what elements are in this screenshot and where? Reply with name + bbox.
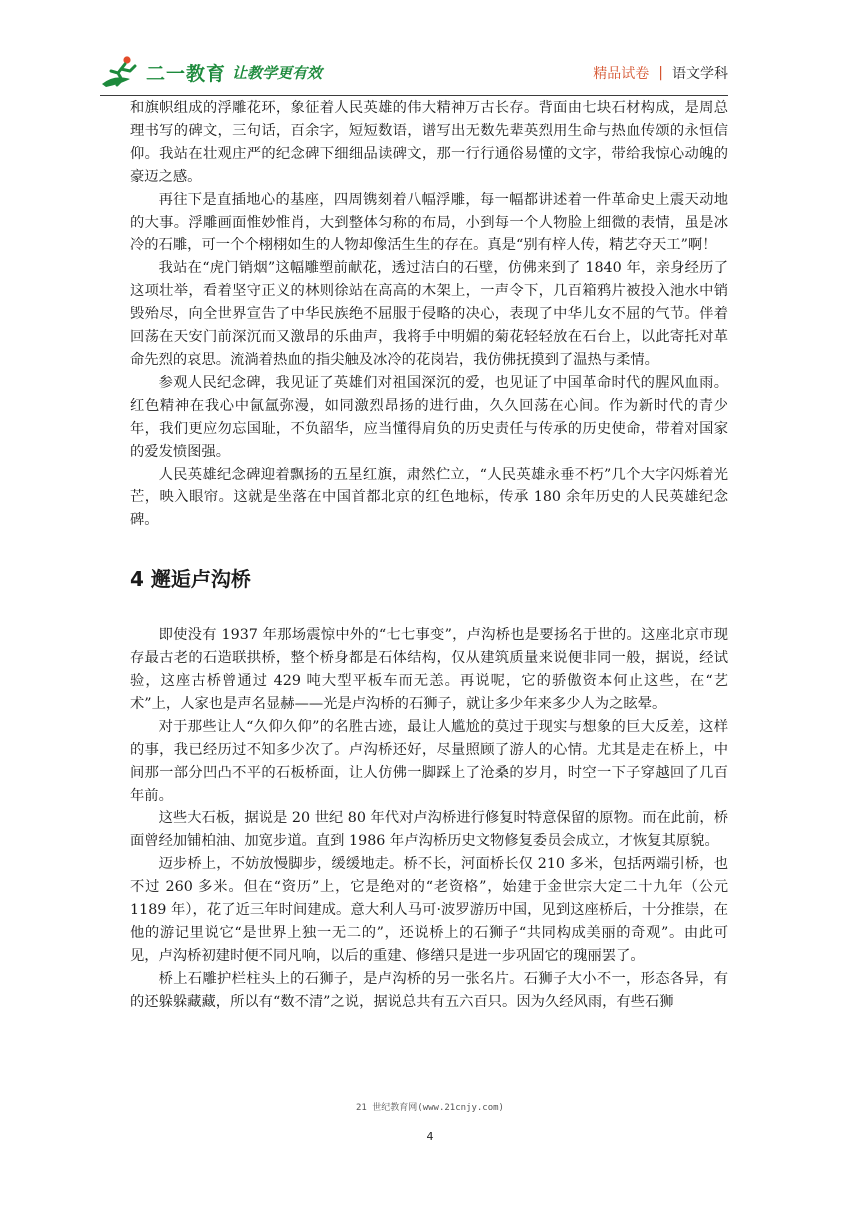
paragraph: 参观人民纪念碑，我见证了英雄们对祖国深沉的爱，也见证了中国革命时代的腥风血雨。红色精神在我心中氤氲弥漫，如同激烈昂扬的进行曲，久久回荡在心间。作为新时代的青少年，我们更应勿忘国耻，不负韶华，应当懂得肩负的历史责任与传承的历史使命，带着对国家的爱发愤图强。 — [130, 374, 728, 460]
paragraph: 和旗帜组成的浮雕花环，象征着人民英雄的伟大精神万古长存。背面由七块石材构成，是周总理书写的碑文，三句话，百余字，短短数语，谱写出无数先辈英烈用生命与热血传颂的永恒信仰。我站在壮观庄严的纪念碑下细细品读碑文，那一行行通俗易懂的文字，带给我惊心动魄的豪迈之感。 — [130, 100, 728, 185]
logo-slogan: 让教学更有效 — [232, 63, 323, 82]
paragraph: 这些大石板，据说是 20 世纪 80 年代对卢沟桥进行修复时特意保留的原物。而在此前，桥面曾经加铺柏油、加宽步道。直到 1986 年卢沟桥历史文物修复委员会成立，才恢复其原貌。 — [130, 810, 728, 850]
paragraph: 人民英雄纪念碑迎着飘扬的五星红旗，肃然伫立，“人民英雄永垂不朽”几个大字闪烁着光芒，映入眼帘。这就是坐落在中国首都北京的红色地标，传承 180 余年历史的人民英雄纪念碑。 — [130, 466, 728, 529]
article-body — [130, 97, 728, 1014]
page-number: 4 — [426, 1130, 434, 1143]
paragraph: 我站在“虎门销烟”这幅雕塑前献花，透过洁白的石壁，仿佛来到了 1840 年，亲身经历了这项壮举，看着坚守正义的林则徐站在高高的木架上，一声令下，几百箱鸦片被投入池水中销毁殆尽，向全世界宣告了中华民族绝不屈服于侵略的决心，表现了中华儿女不屈的气节。伴着回荡在天安门前深沉而又激昂的乐曲声，我将手中明媚的菊花轻轻放在石台上，以此寄托对革命先烈的哀思。流淌着热血的指尖触及冰冷的花岗岩，我仿佛抚摸到了温热与柔情。 — [130, 260, 728, 368]
quality-tag: 精品试卷 — [593, 66, 650, 82]
paragraph: 再往下是直插地心的基座，四周镌刻着八幅浮雕，每一幅都讲述着一件革命史上震天动地的大事。浮雕画面惟妙惟肖，大到整体匀称的布局，小到每一个人物脸上细微的表情，虽是冰冷的石雕，可一个个栩栩如生的人物却像活生生的存在。真是“别有梓人传，精艺夺天工”啊！ — [130, 191, 728, 254]
logo-name: 二一教育 — [146, 62, 227, 85]
paragraph: 迈步桥上，不妨放慢脚步，缓缓地走。桥不长，河面桥长仅 210 多米，包括两端引桥，也不过 260 多米。但在“资历”上，它是绝对的“老资格”，始建于金世宗大定二十九年（公元 1189 年），花了近三年时间建成。意大利人马可·波罗游历中国，见到这座桥后，十分推崇，在他的游记里说它“是世界上独一无二的”，还说桥上的石狮子“共同构成美丽的奇观”。由此可见，卢沟桥初建时便不同凡响，以后的重建、修缮只是进一步巩固它的瑰丽罢了。 — [130, 856, 728, 964]
page-header — [100, 52, 728, 96]
header-separator: | — [658, 65, 663, 81]
section-heading: 4 邂逅卢沟桥 — [130, 567, 251, 592]
footer-site: 21 世纪教育网(www.21cnjy.com) — [356, 1103, 504, 1113]
header-tags — [593, 63, 728, 83]
running-person-logo-icon — [100, 54, 144, 90]
header-divider — [100, 95, 728, 96]
subject-tag: 语文学科 — [672, 66, 728, 82]
paragraph: 对于那些让人“久仰久仰”的名胜古迹，最让人尴尬的莫过于现实与想象的巨大反差，这样的事，我已经历过不知多少次了。卢沟桥还好，尽量照顾了游人的心情。尤其是走在桥上，中间那一部分凹凸不平的石板桥面，让人仿佛一脚踩上了沧桑的岁月，时空一下子穿越回了几百年前。 — [130, 718, 728, 804]
paragraph: 桥上石雕护栏柱头上的石狮子，是卢沟桥的另一张名片。石狮子大小不一，形态各异，有的还躲躲藏藏，所以有“数不清”之说，据说总共有五六百只。因为久经风雨，有些石狮 — [130, 970, 728, 1010]
logo — [100, 54, 322, 90]
paragraph: 即使没有 1937 年那场震惊中外的“七七事变”，卢沟桥也是要扬名于世的。这座北京市现存最古老的石造联拱桥，整个桥身都是石体结构，仅从建筑质量来说便非同一般，据说，经试验，这座古桥曾通过 429 吨大型平板车而无恙。再说呢，它的骄傲资本何止这些，在“艺术”上，人家也是声名显赫——光是卢沟桥的石狮子，就让多少年来多少人为之眩晕。 — [130, 627, 728, 712]
